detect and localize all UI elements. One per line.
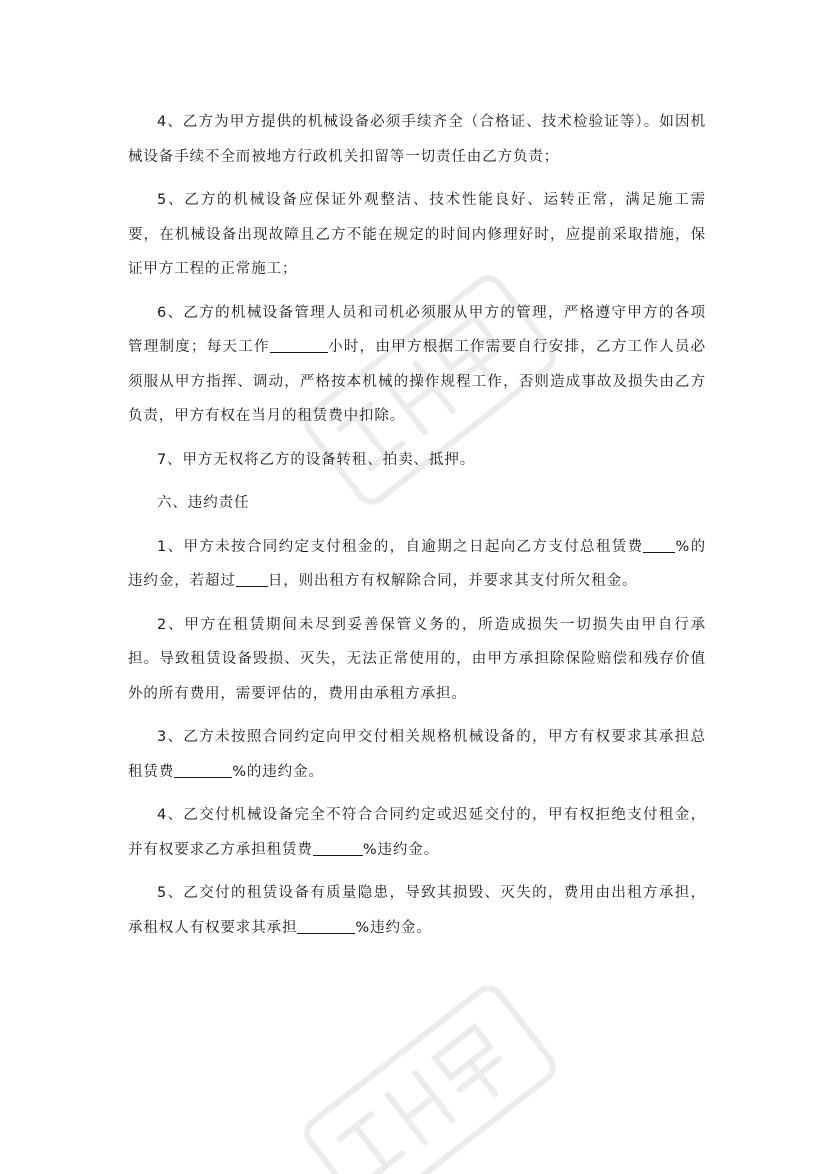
- penalty-percent-blank: [174, 762, 232, 778]
- clause-text: 7、甲方无权将乙方的设备转租、拍卖、抵押。: [157, 451, 476, 468]
- clause-text-part: 5、乙交付的租赁设备有质量隐患，导致其损毁、灭失的，费用由出租方承担，承租权人有权要求其承担: [128, 885, 706, 936]
- clause-text-part: %的违约金，若超过: [128, 538, 707, 589]
- clause-text-part: 3、乙方未按照合同约定向甲交付相关规格机械设备的，甲方有权要求其承担总租赁费: [128, 729, 706, 780]
- section-heading-text: 六、违约责任: [157, 495, 250, 511]
- overdue-days-blank: [236, 572, 268, 588]
- penalty-percent-blank: [297, 918, 355, 934]
- clause-text-part: 6、乙方的机械设备管理人员和司机必须服从甲方的管理，严格遵守甲方的各项管理制度；每天工作: [128, 304, 706, 355]
- watermark-logo-bottom: [302, 983, 559, 1174]
- clause-5-item-4: [128, 105, 706, 174]
- clause-text-part: 日，则出租方有权解除合同，并要求其支付所欠租金。: [267, 573, 638, 589]
- clause-text-part: %违约金。: [355, 919, 432, 936]
- clause-5-item-7: [128, 443, 706, 478]
- clause-text: 4、乙方为甲方提供的机械设备必须手续齐全（合格证、技术检验证等）。如因机械设备手续不全而被地方行政机关扣留等一切责任由乙方负责；: [128, 114, 706, 165]
- clause-6-item-3: [128, 720, 706, 789]
- clause-5-item-5: [128, 183, 706, 287]
- section-heading-breach-liability: [128, 486, 706, 521]
- clause-6-item-4: [128, 798, 706, 867]
- clause-text-part: 小时，由甲方根据工作需要自行安排，乙方工作人员必须服从甲方指挥、调动，严格按本机械的操作规程工作，否则造成事故及损失由乙方负责，甲方有权在当月的租赁费中扣除。: [128, 339, 706, 424]
- contract-body: [128, 105, 706, 945]
- penalty-percent-blank: [313, 840, 363, 856]
- clause-text-part: 4、乙交付机械设备完全不符合合同约定或迟延交付的，甲有权拒绝支付租金，并有权要求乙方承担租赁费: [128, 807, 706, 858]
- clause-text-part: %的违约金。: [232, 763, 324, 780]
- clause-text-part: %违约金。: [362, 841, 440, 858]
- clause-text-part: 1、甲方未按合同约定支付租金的，自逾期之日起向乙方支付总租赁费: [157, 538, 644, 555]
- clause-text: 5、乙方的机械设备应保证外观整洁、技术性能良好、运转正常，满足施工需要，在机械设备出现故障且乙方不能在规定的时间内修理好时，应提前采取措施，保证甲方工程的正常施工；: [128, 192, 706, 277]
- clause-5-item-6: [128, 296, 706, 434]
- clause-6-item-2: [128, 608, 706, 712]
- penalty-percent-blank: [643, 537, 675, 553]
- clause-6-item-1: [128, 530, 706, 599]
- hours-blank: [270, 338, 328, 354]
- clause-6-item-5: [128, 876, 706, 945]
- clause-text: 2、甲方在租赁期间未尽到妥善保管义务的，所造成损失一切损失由甲自行承担。导致租赁设备毁损、灭失，无法正常使用的，由甲方承担除保险赔偿和残存价值外的所有费用，需要评估的，费用由承租方承担。: [128, 616, 706, 702]
